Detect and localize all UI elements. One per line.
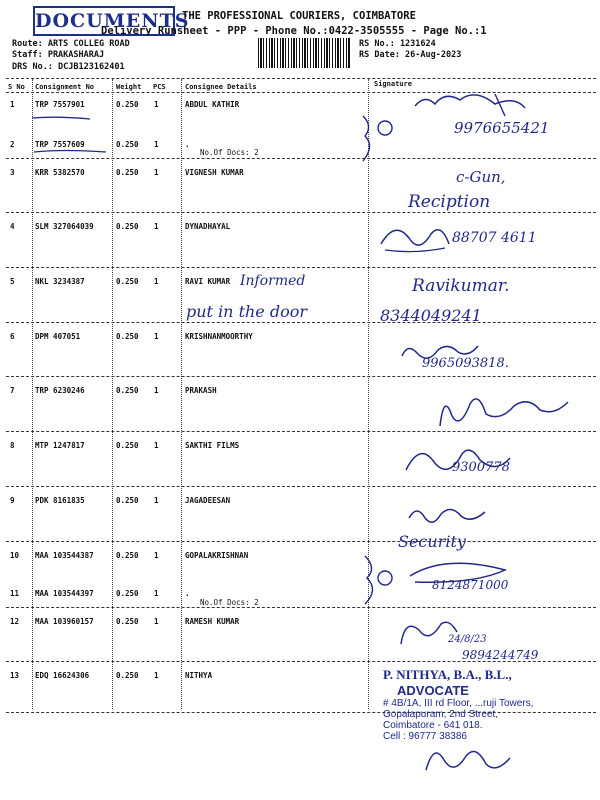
row-9-weight: 0.250 [116,496,139,505]
row-11-pcs: 1 [154,589,159,598]
advocate-title: ADVOCATE [397,683,469,698]
row-11-consignment: MAA 103544397 [35,589,94,598]
row-3-weight: 0.250 [116,168,139,177]
col-signature: Signature [374,80,412,88]
row-9-signature-scribble [405,500,495,530]
row-3-handwritten-note: c-Gun, [456,168,506,186]
advocate-address-3: Coimbatore - 641 018. [383,720,483,731]
row-6-weight: 0.250 [116,332,139,341]
row-5-consignment: NKL 3234387 [35,277,85,286]
row-5-weight: 0.250 [116,277,139,286]
advocate-address-1: # 4B/1A, III rd Floor, ...ruji Towers, [383,698,534,709]
row-4-pcs: 1 [154,222,159,231]
row-3-handwritten-reception: Reciption [408,192,491,212]
row-11-consignee: . [185,589,190,598]
row-6-sno: 6 [10,332,15,341]
documents-stamp: DOCUMENTS [33,6,175,36]
row-4-consignee: DYNADHAYAL [185,222,231,231]
row-10-consignee: GOPALAKRISHNAN [185,551,249,560]
row-9-pcs: 1 [154,496,159,505]
barcode [258,38,350,68]
col-divider [181,79,182,709]
col-weight: Weight [116,83,142,91]
row-5-consignee: RAVI KUMAR [185,277,231,286]
rs-no: RS No.: 1231624 [359,39,436,49]
row-12-consignment: MAA 103960157 [35,617,94,626]
row-4-handwritten-phone: 88707 4611 [452,230,537,246]
advocate-name: P. NITHYA, B.A., B.L., [383,667,512,682]
row-7-weight: 0.250 [116,386,139,395]
row-5-handwritten-informed: Informed [240,273,306,289]
runsheet-title: Delivery Runsheet - PPP - Phone No.:0422-3505555 - Page No.:1 [101,25,487,37]
row-11-sno: 11 [10,589,20,598]
row-10-sno: 10 [10,551,20,560]
pen-underline-marks [28,106,108,162]
col-divider [112,79,113,709]
row-1-weight: 0.250 [116,100,139,109]
row-1-consignee: ABDUL KATHIR [185,100,240,109]
row-1-consignment: TRP 7557901 [35,100,85,109]
row-2-weight: 0.250 [116,140,139,149]
row-12-sno: 12 [10,617,20,626]
row-10-pcs: 1 [154,551,159,560]
staff-label: Staff: PRAKASHARAJ [12,50,105,60]
row-13-pcs: 1 [154,671,159,680]
row-2-consignee: . [185,140,190,149]
col-pcs: PCS [153,83,166,91]
row-9-sno: 9 [10,496,15,505]
advocate-cell: Cell : 96777 38386 [383,731,467,742]
row-6-pcs: 1 [154,332,159,341]
col-consignment: Consignment No [35,83,95,91]
row-7-consignment: TRP 6230246 [35,386,85,395]
row-8-sno: 8 [10,441,15,450]
row-2-consignment: TRP 7557609 [35,140,85,149]
row-5-handwritten-name: Ravikumar. [412,276,510,296]
row-10-weight: 0.250 [116,551,139,560]
row-12-handwritten-phone: 9894244749 [462,648,539,662]
row-10-handwritten-security: Security [398,532,466,551]
row-4-consignment: SLM 327064039 [35,222,94,231]
row-6-consignee: KRISHNANMOORTHY [185,332,253,341]
row-separator [6,541,596,542]
row-7-signature-scribble [430,386,580,436]
col-divider [32,79,33,709]
row-2-pcs: 1 [154,140,159,149]
row-3-consignee: VIGNESH KUMAR [185,168,244,177]
row-8-weight: 0.250 [116,441,139,450]
row-12-weight: 0.250 [116,617,139,626]
row-7-pcs: 1 [154,386,159,395]
row-7-sno: 7 [10,386,15,395]
row-4-weight: 0.250 [116,222,139,231]
row-1-handwritten-phone: 9976655421 [454,119,550,137]
row-6-consignment: DPM 407051 [35,332,81,341]
row-11-weight: 0.250 [116,589,139,598]
header-top-rule [6,78,596,79]
row-11-docs-note: No.Of Docs: 2 [200,598,259,607]
row-13-consignee: NITHYA [185,671,213,680]
row-3-sno: 3 [10,168,15,177]
row-13-consignment: EDQ 16624306 [35,671,90,680]
route-label: Route: ARTS COLLEG ROAD [12,39,130,49]
row-separator [6,212,596,213]
advocate-stamp [383,667,588,742]
col-sno: S No [8,83,25,91]
row-2-sno: 2 [10,140,15,149]
advocate-signature [420,740,520,780]
row-3-pcs: 1 [154,168,159,177]
company-title: THE PROFESSIONAL COURIERS, COIMBATORE [182,10,416,22]
row-separator [6,376,596,377]
advocate-address-2: Gopalapuram, 2nd Street, [383,709,499,720]
rs-date: RS Date: 26-Aug-2023 [359,50,462,60]
drs-label: DRS No.: DCJB123162401 [12,62,125,72]
row-1-sno: 1 [10,100,15,109]
row-8-consignee: SAKTHI FILMS [185,441,240,450]
col-consignee: Consignee Details [185,83,257,91]
row-separator [6,267,596,268]
row-4-sno: 4 [10,222,15,231]
row-12-handwritten-date: 24/8/23 [448,634,487,645]
row-11-handwritten-phone: 8124871000 [432,578,509,592]
row-13-weight: 0.250 [116,671,139,680]
row-9-consignment: PDK 8161835 [35,496,85,505]
row-6-handwritten-phone: 9965093818. [422,356,509,371]
row-8-consignment: MTP 1247817 [35,441,85,450]
row-7-consignee: PRAKASH [185,386,217,395]
row-5-handwritten-phone: 8344049241 [380,306,482,325]
row-5-pcs: 1 [154,277,159,286]
row-5-handwritten-note: put in the door [186,302,308,321]
row-2-docs-note: No.Of Docs: 2 [200,148,259,157]
row-8-pcs: 1 [154,441,159,450]
row-12-consignee: RAMESH KUMAR [185,617,240,626]
row-5-sno: 5 [10,277,15,286]
row-9-consignee: JAGADEESAN [185,496,231,505]
row-3-consignment: KRR 5382570 [35,168,85,177]
row-separator [6,322,596,323]
row-1-pcs: 1 [154,100,159,109]
row-10-consignment: MAA 103544387 [35,551,94,560]
row-13-sno: 13 [10,671,20,680]
row-12-pcs: 1 [154,617,159,626]
row-8-handwritten-phone: 9300778 [452,460,510,475]
